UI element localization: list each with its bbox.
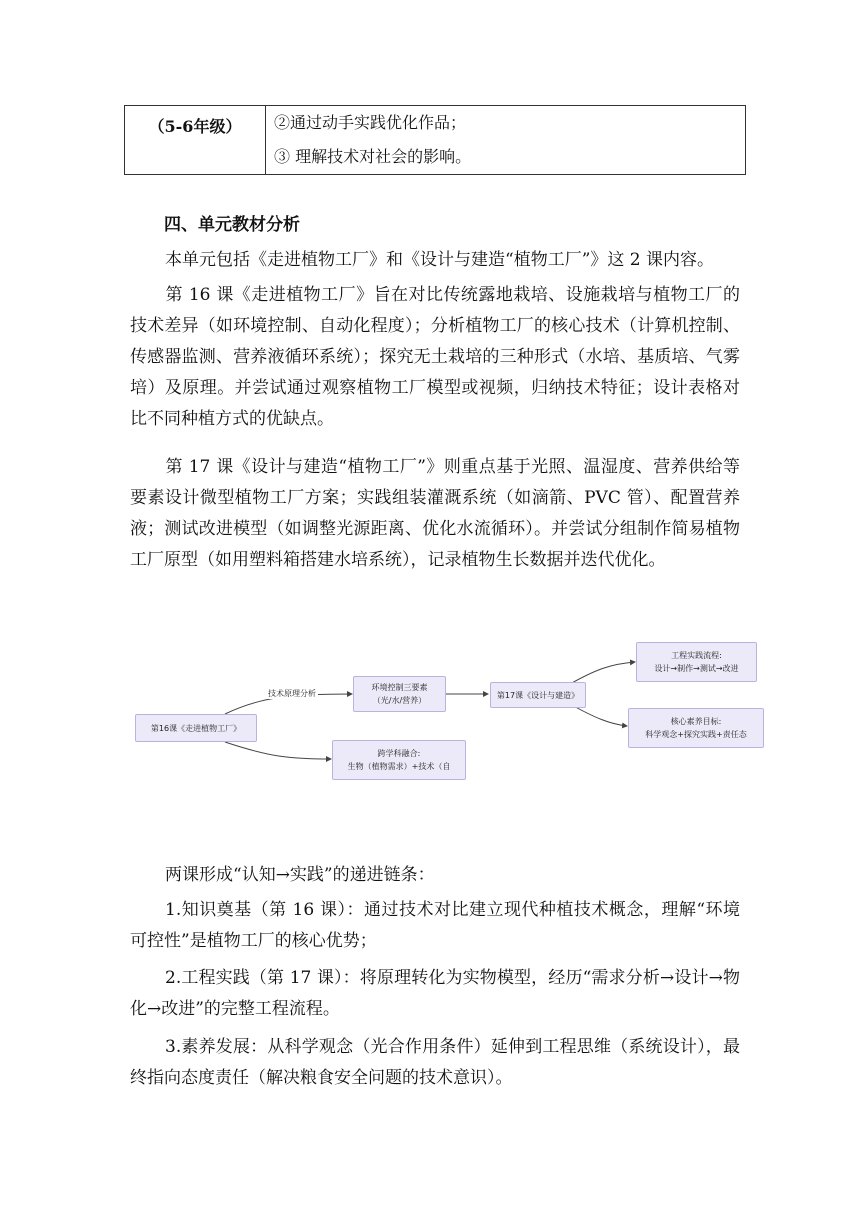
- objectives-table: [124, 105, 746, 175]
- chain-item-2: 2.工程实践（第 17 课）：将原理转化为实物模型，经历“需求分析→设计→物化→改进”的完整工程流程。: [130, 968, 740, 1019]
- grade-cell: （5-6年级）: [125, 106, 266, 174]
- section-heading: 四、单元教材分析: [164, 215, 300, 235]
- node-environment-control: 环境控制三要素 （光/水/营养）: [353, 676, 446, 712]
- intro-paragraph: 本单元包括《走进植物工厂》和《设计与建造“植物工厂”》这 2 课内容。: [165, 250, 715, 270]
- chain-item-1: 1.知识奠基（第 16 课）：通过技术对比建立现代种植技术概念，理解“环境可控性”是植物工厂的核心优势；: [130, 900, 740, 951]
- node-engineering-process: 工程实践流程: 设计→制作→测试→改进: [636, 642, 757, 682]
- node-core-literacy: 核心素养目标: 科学观念+探究实践+责任态: [628, 708, 764, 748]
- edge-label-principle-analysis: 技术原理分析: [268, 689, 316, 698]
- edge-lesson17-to-eng: [570, 662, 635, 684]
- lesson16-paragraph: 第 16 课《走进植物工厂》旨在对比传统露地栽培、设施栽培与植物工厂的技术差异（如环境控制、自动化程度）；分析植物工厂的核心技术（计算机控制、传感器监测、营养液循环系统）；探究无土栽培的三种形式（水培、基质培、气雾培）及原理。并尝试通过观察植物工厂模型或视频，归纳技术特征；设计表格对比不同种植方式的优缺点。: [130, 285, 740, 429]
- chain-intro: 两课形成“认知→实践”的递进链条：: [165, 865, 435, 885]
- lesson17-paragraph: 第 17 课《设计与建造“植物工厂”》则重点基于光照、温湿度、营养供给等要素设计微型植物工厂方案；实践组装灌溉系统（如滴箭、PVC 管）、配置营养液；测试改进模型（如调整光源距离、优化水流循环）。并尝试分组制作简易植物工厂原型（如用塑料箱搭建水培系统），记录植物生长数据并迭代优化。: [130, 457, 740, 570]
- node-cross-discipline: 跨学科融合: 生物（植物需求）+技术（自: [332, 740, 466, 780]
- objective-line-3: ③ 理解技术对社会的影响。: [274, 147, 472, 166]
- objectives-cell: [266, 106, 745, 174]
- node-lesson17: 第17课《设计与建造》: [490, 682, 586, 708]
- node-lesson16: 第16课《走进植物工厂》: [135, 714, 257, 742]
- edge-lesson16-to-cross: [225, 742, 331, 759]
- objective-line-2: ②通过动手实践优化作品；: [274, 113, 467, 132]
- lesson-flow-diagram: [130, 632, 770, 792]
- chain-item-3: 3.素养发展：从科学观念（光合作用条件）延伸到工程思维（系统设计），最终指向态度责任（解决粮食安全问题的技术意识）。: [130, 1037, 740, 1088]
